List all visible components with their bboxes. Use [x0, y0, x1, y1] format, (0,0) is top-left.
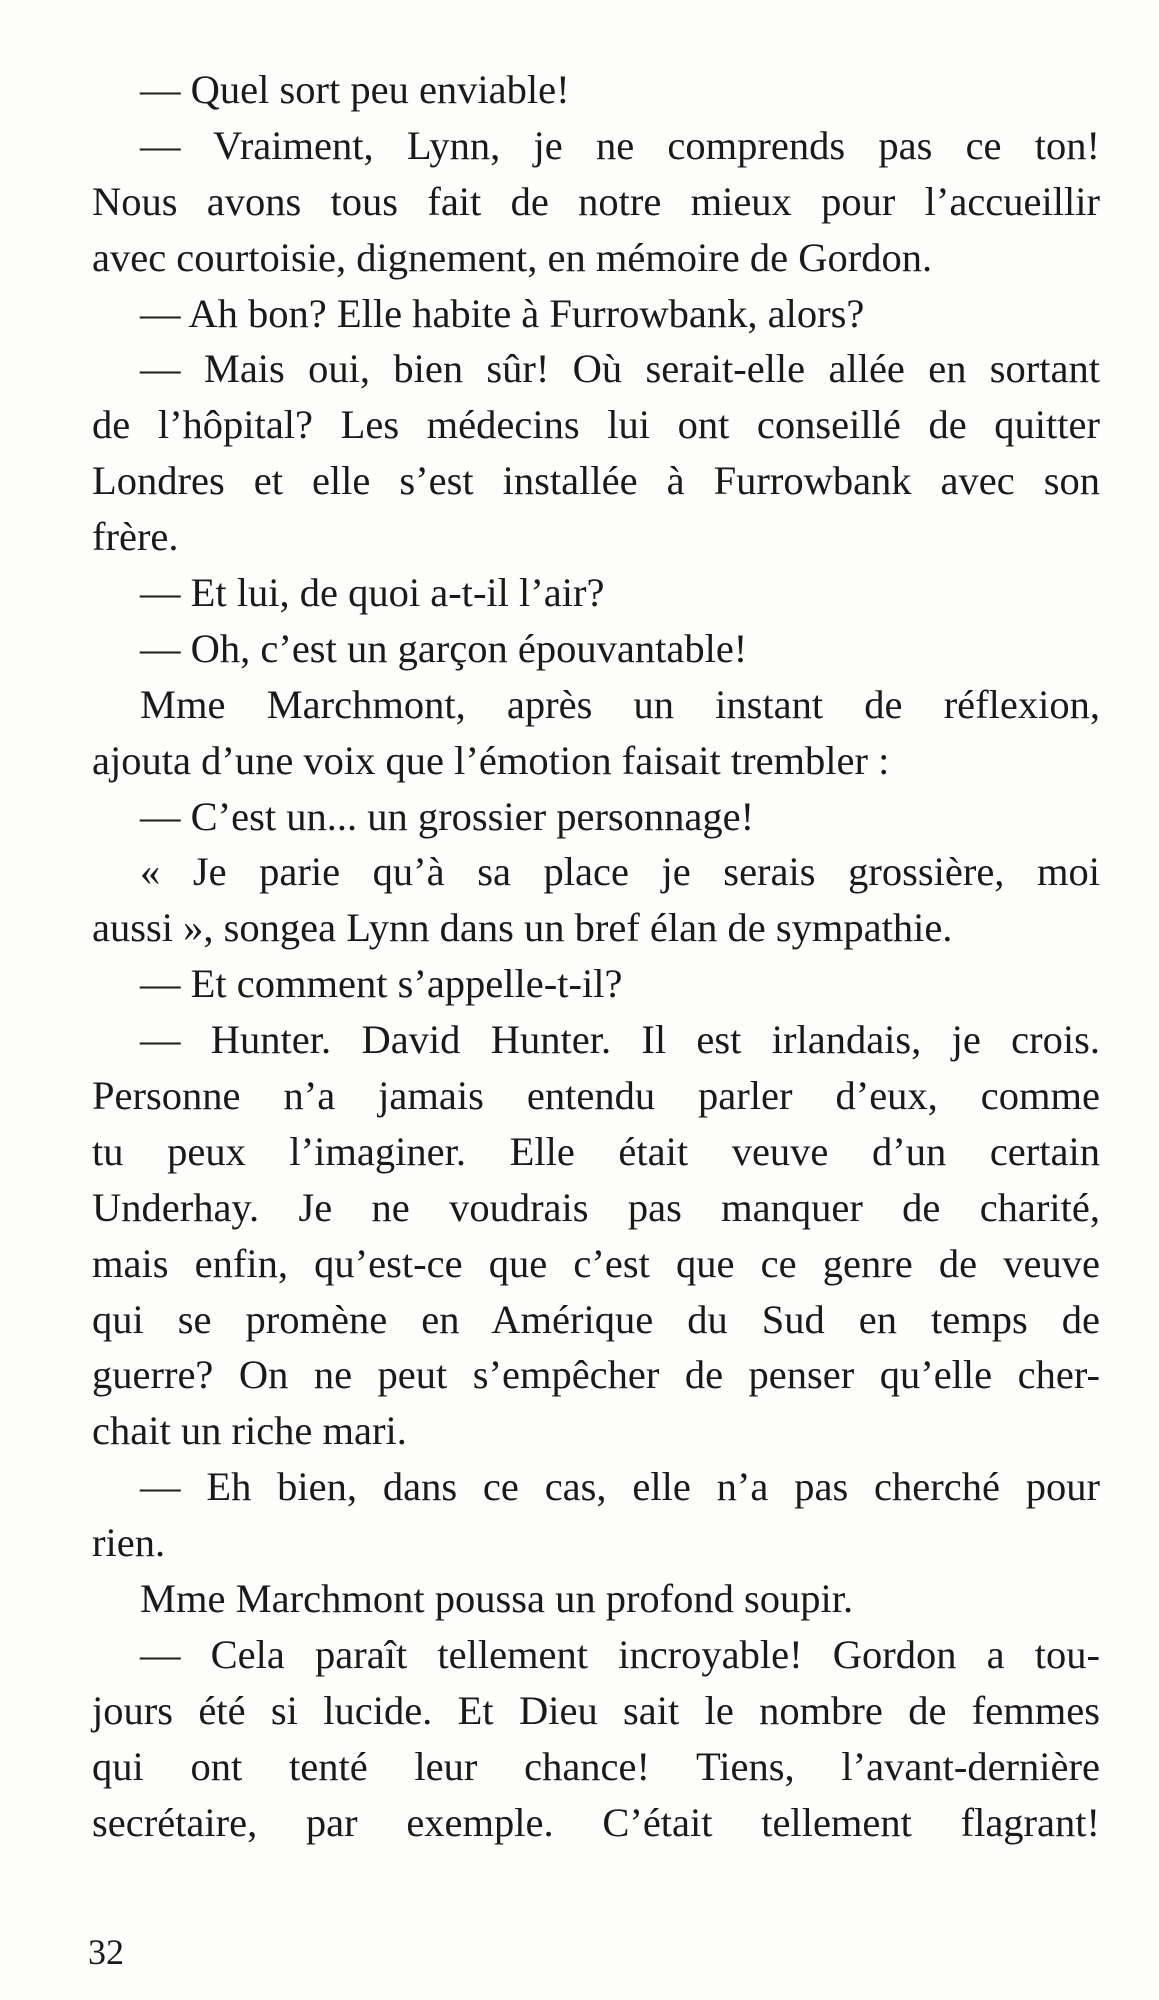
text-line: frère. [92, 514, 179, 560]
text-line: guerre? On ne peut s’empêcher de penser qu’elle cher- [92, 1352, 1100, 1398]
text-line: — C’est un... un grossier personnage! [140, 793, 755, 839]
text-line: jours été si lucide. Et Dieu sait le nombre de femmes [92, 1687, 1100, 1733]
text-line: Londres et elle s’est installée à Furrowbank avec son [92, 458, 1100, 504]
text-line: tu peux l’imaginer. Elle était veuve d’un certain [92, 1128, 1100, 1174]
text-line: Personne n’a jamais entendu parler d’eux, comme [92, 1073, 1100, 1119]
page-number: 32 [88, 1932, 124, 1972]
text-line: — Hunter. David Hunter. Il est irlandais, je crois. [140, 1017, 1100, 1063]
text-line: secrétaire, par exemple. C’était tellement flagrant! [92, 1799, 1100, 1845]
text-line: Underhay. Je ne voudrais pas manquer de charité, [92, 1184, 1100, 1230]
text-line: Mme Marchmont poussa un profond soupir. [140, 1576, 854, 1622]
text-line: aussi », songea Lynn dans un bref élan de sympathie. [92, 905, 953, 951]
text-line: — Et lui, de quoi a-t-il l’air? [140, 570, 605, 616]
text-line: chait un riche mari. [92, 1408, 407, 1454]
text-line: Nous avons tous fait de notre mieux pour l’accueillir [92, 178, 1100, 224]
text-line: avec courtoisie, dignement, en mémoire de Gordon. [92, 234, 933, 280]
text-line: — Oh, c’est un garçon épouvantable! [140, 625, 748, 671]
text-line: — Mais oui, bien sûr! Où serait-elle allée en sortant [140, 346, 1100, 392]
text-line: — Vraiment, Lynn, je ne comprends pas ce ton! [140, 122, 1100, 168]
text-line: qui ont tenté leur chance! Tiens, l’avant-dernière [92, 1743, 1100, 1789]
body-text [92, 62, 1100, 1851]
text-line: Mme Marchmont, après un instant de réflexion, [140, 681, 1100, 727]
text-line: — Eh bien, dans ce cas, elle n’a pas cherché pour [140, 1464, 1100, 1510]
text-line: — Ah bon? Elle habite à Furrowbank, alors? [140, 290, 865, 336]
text-line: « Je parie qu’à sa place je serais grossière, moi [140, 849, 1100, 895]
text-line: mais enfin, qu’est-ce que c’est que ce genre de veuve [92, 1240, 1100, 1286]
text-line: — Cela paraît tellement incroyable! Gordon a tou- [140, 1631, 1100, 1677]
text-line: — Quel sort peu enviable! [140, 67, 570, 112]
text-line: de l’hôpital? Les médecins lui ont conseillé de quitter [92, 402, 1100, 448]
text-line: ajouta d’une voix que l’émotion faisait trembler : [92, 737, 890, 783]
text-line: rien. [92, 1520, 166, 1566]
text-line: qui se promène en Amérique du Sud en temps de [92, 1296, 1100, 1342]
text-line: — Et comment s’appelle-t-il? [140, 961, 623, 1007]
